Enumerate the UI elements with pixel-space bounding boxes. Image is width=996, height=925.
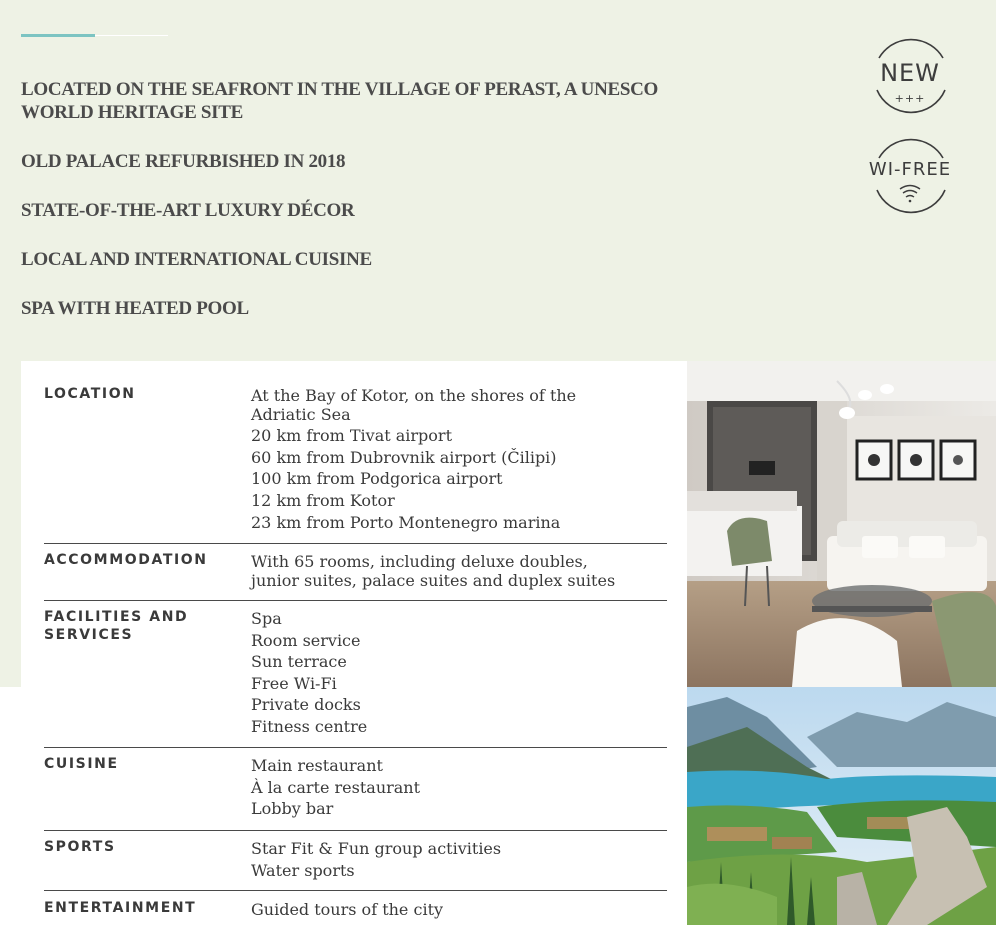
bay-of-kotor-photo xyxy=(687,687,996,925)
accent-line-secondary xyxy=(95,35,168,36)
location-item: 100 km from Podgorica airport xyxy=(251,469,503,489)
location-label: LOCATION xyxy=(44,386,136,402)
location-item: At the Bay of Kotor, on the shores of the xyxy=(251,386,577,405)
new-badge-sub: +++ xyxy=(894,92,926,105)
facilities-row xyxy=(44,608,667,748)
location-item: 60 km from Dubrovnik airport (Čilipi) xyxy=(251,447,557,467)
info-panel xyxy=(21,361,688,925)
accommodation-item: With 65 rooms, including deluxe doubles, xyxy=(251,552,588,571)
facilities-item: Spa xyxy=(251,609,282,628)
new-badge-label: NEW xyxy=(880,59,940,87)
cuisine-item: À la carte restaurant xyxy=(251,777,421,797)
highlights-list xyxy=(21,78,661,346)
cuisine-row xyxy=(44,755,667,831)
location-row xyxy=(44,385,667,544)
facilities-item: Private docks xyxy=(251,695,361,715)
highlight-item: SPA WITH HEATED POOL xyxy=(21,298,249,319)
cuisine-label: CUISINE xyxy=(44,756,119,772)
accommodation-row xyxy=(44,551,667,601)
highlight-item: OLD PALACE REFURBISHED IN 2018 xyxy=(21,151,346,172)
facilities-item: Sun terrace xyxy=(251,652,347,672)
entertainment-item: Guided tours of the city xyxy=(251,900,444,919)
sports-item: Star Fit & Fun group activities xyxy=(251,839,502,858)
new-badge-icon xyxy=(861,36,961,116)
facilities-label-line: FACILITIES AND xyxy=(44,609,189,625)
facilities-item: Free Wi-Fi xyxy=(251,673,337,693)
bay-illustration xyxy=(687,687,996,925)
wifi-icon xyxy=(861,134,961,216)
wifi-badge xyxy=(861,134,961,216)
cuisine-item: Lobby bar xyxy=(251,799,334,819)
facilities-item: Fitness centre xyxy=(251,716,368,736)
sports-values xyxy=(251,838,671,881)
facilities-values xyxy=(251,608,671,738)
location-item: 12 km from Kotor xyxy=(251,490,395,510)
new-badge xyxy=(861,36,961,116)
room-illustration xyxy=(687,361,996,687)
facilities-label-line: SERVICES xyxy=(44,627,134,643)
location-item: 20 km from Tivat airport xyxy=(251,426,452,446)
location-item: Adriatic Sea xyxy=(251,404,351,424)
facilities-item: Room service xyxy=(251,630,361,650)
sports-item: Water sports xyxy=(251,860,355,880)
highlight-item: LOCAL AND INTERNATIONAL CUISINE xyxy=(21,249,372,270)
accent-line xyxy=(21,34,95,37)
entertainment-row xyxy=(44,899,667,923)
accommodation-label: ACCOMMODATION xyxy=(44,552,208,568)
wifi-badge-label: WI-FREE xyxy=(868,159,952,180)
facilities-label xyxy=(44,608,234,644)
accommodation-item: junior suites, palace suites and duplex suites xyxy=(251,570,616,590)
cuisine-values xyxy=(251,755,671,820)
entertainment-values xyxy=(251,899,671,921)
sports-label: SPORTS xyxy=(44,839,116,855)
highlight-item: STATE-OF-THE-ART LUXURY DÉCOR xyxy=(21,200,355,221)
entertainment-label: ENTERTAINMENT xyxy=(44,900,197,916)
sports-row xyxy=(44,838,667,891)
hotel-room-photo xyxy=(687,361,996,687)
location-item: 23 km from Porto Montenegro marina xyxy=(251,512,561,532)
cuisine-item: Main restaurant xyxy=(251,756,383,775)
location-values xyxy=(251,385,671,533)
accommodation-values xyxy=(251,551,671,591)
highlight-item: LOCATED ON THE SEAFRONT IN THE VILLAGE OF PERAST, A UNESCO WORLD HERITAGE SITE xyxy=(21,79,659,123)
